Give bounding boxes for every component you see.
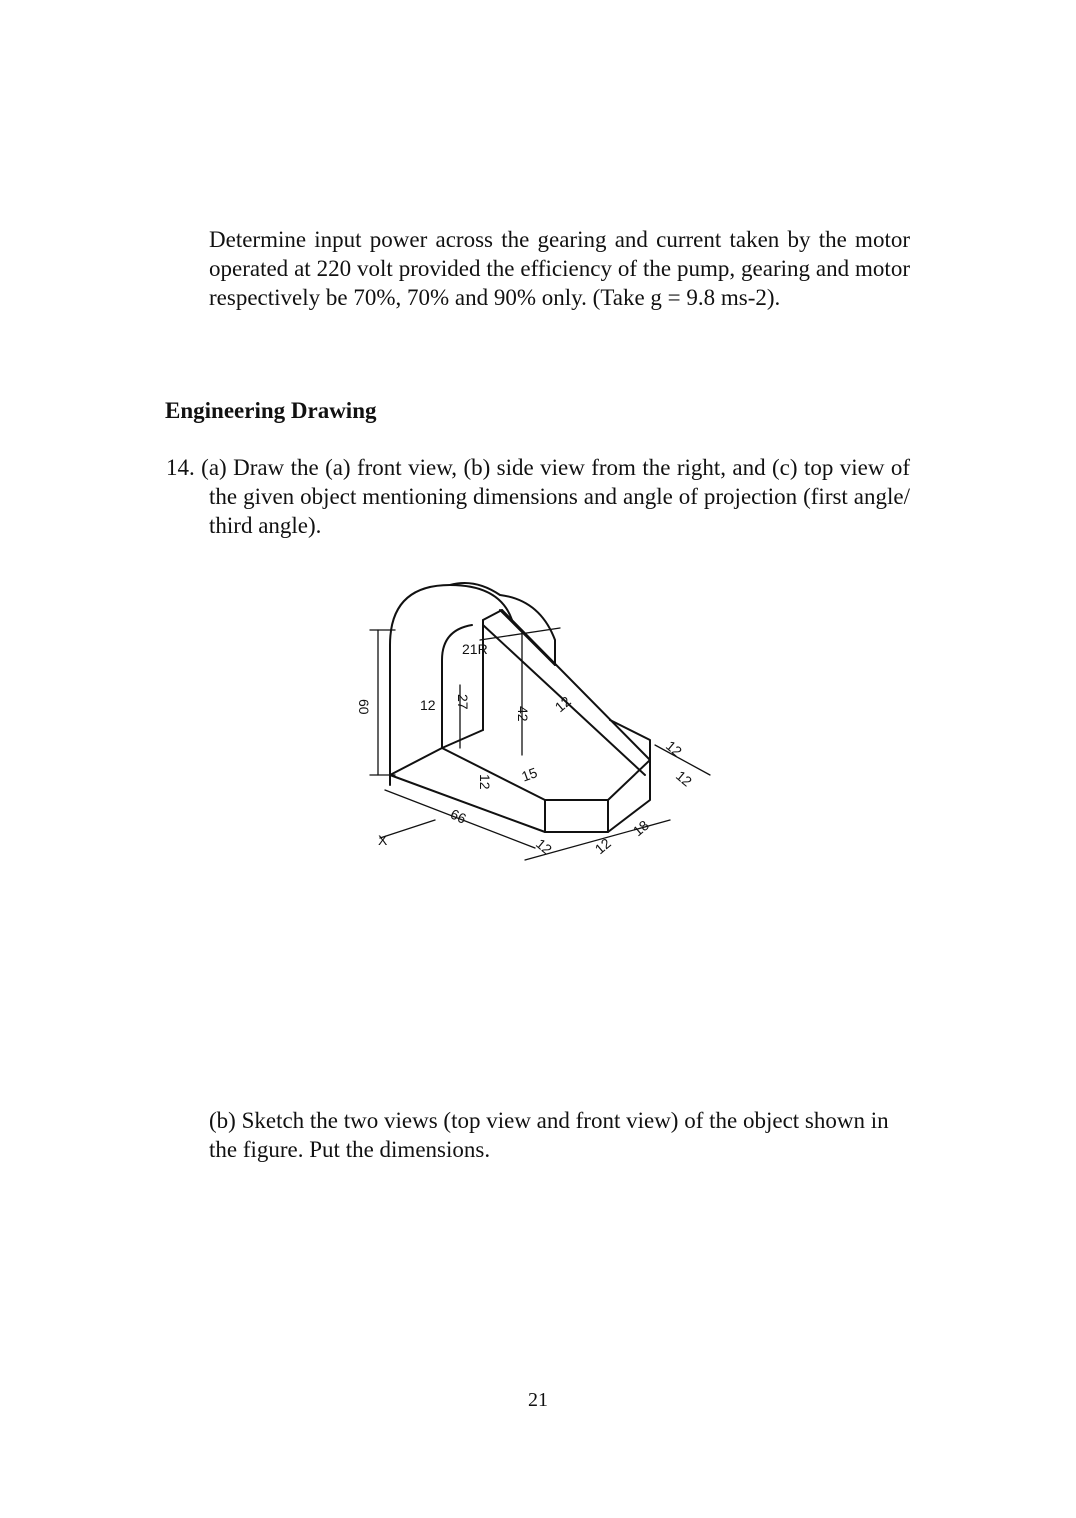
isometric-object-figure — [350, 570, 730, 880]
dim-label-12-right-top: 12 — [662, 737, 686, 760]
axis-marker-x: X — [378, 832, 388, 848]
section-heading: Engineering Drawing — [165, 398, 377, 423]
rib-slope-back — [502, 610, 650, 760]
dim-label-12-front: 12 — [532, 835, 556, 858]
dim-label-21r: 21R — [462, 641, 488, 657]
dim-label-60: 60 — [356, 699, 372, 715]
dim-label-42: 42 — [515, 706, 531, 722]
question-14-part-b: (b) Sketch the two views (top view and front view) of the object shown in the figure. Put the dimensions. — [209, 1108, 889, 1162]
dim-label-27: 27 — [455, 694, 471, 710]
dim-label-12-rib: 12 — [551, 692, 574, 716]
dim-label-12-mid: 12 — [591, 834, 614, 858]
intro-paragraph: Determine input power across the gearing and current taken by the motor operated at 220 volt provided the efficiency of the pump, gearing and motor respectively be 70%, 70% and 90% only. (Take g = 9.8 ms-2). — [209, 227, 910, 310]
dim-label-66: 66 — [447, 805, 469, 827]
question-14 — [166, 453, 910, 540]
base-top — [442, 720, 650, 800]
dim-label-12-right-bottom: 12 — [672, 767, 696, 790]
dim-label-12-upright: 12 — [420, 697, 436, 713]
page-number: 21 — [528, 1389, 548, 1411]
question-14a-text: (a) Draw the (a) front view, (b) side view from the right, and (c) top view of the given object mentioning dimensions and angle of projection (first angle/ third angle). — [201, 455, 911, 538]
question-number: 14. — [166, 455, 195, 480]
isometric-drawing — [350, 570, 730, 880]
question-14-part-a — [166, 453, 910, 540]
dim-label-12-base: 12 — [477, 774, 493, 790]
dim-label-18: 18 — [629, 816, 652, 840]
dim-label-15: 15 — [519, 764, 540, 785]
back-plate-bottom — [390, 748, 442, 775]
